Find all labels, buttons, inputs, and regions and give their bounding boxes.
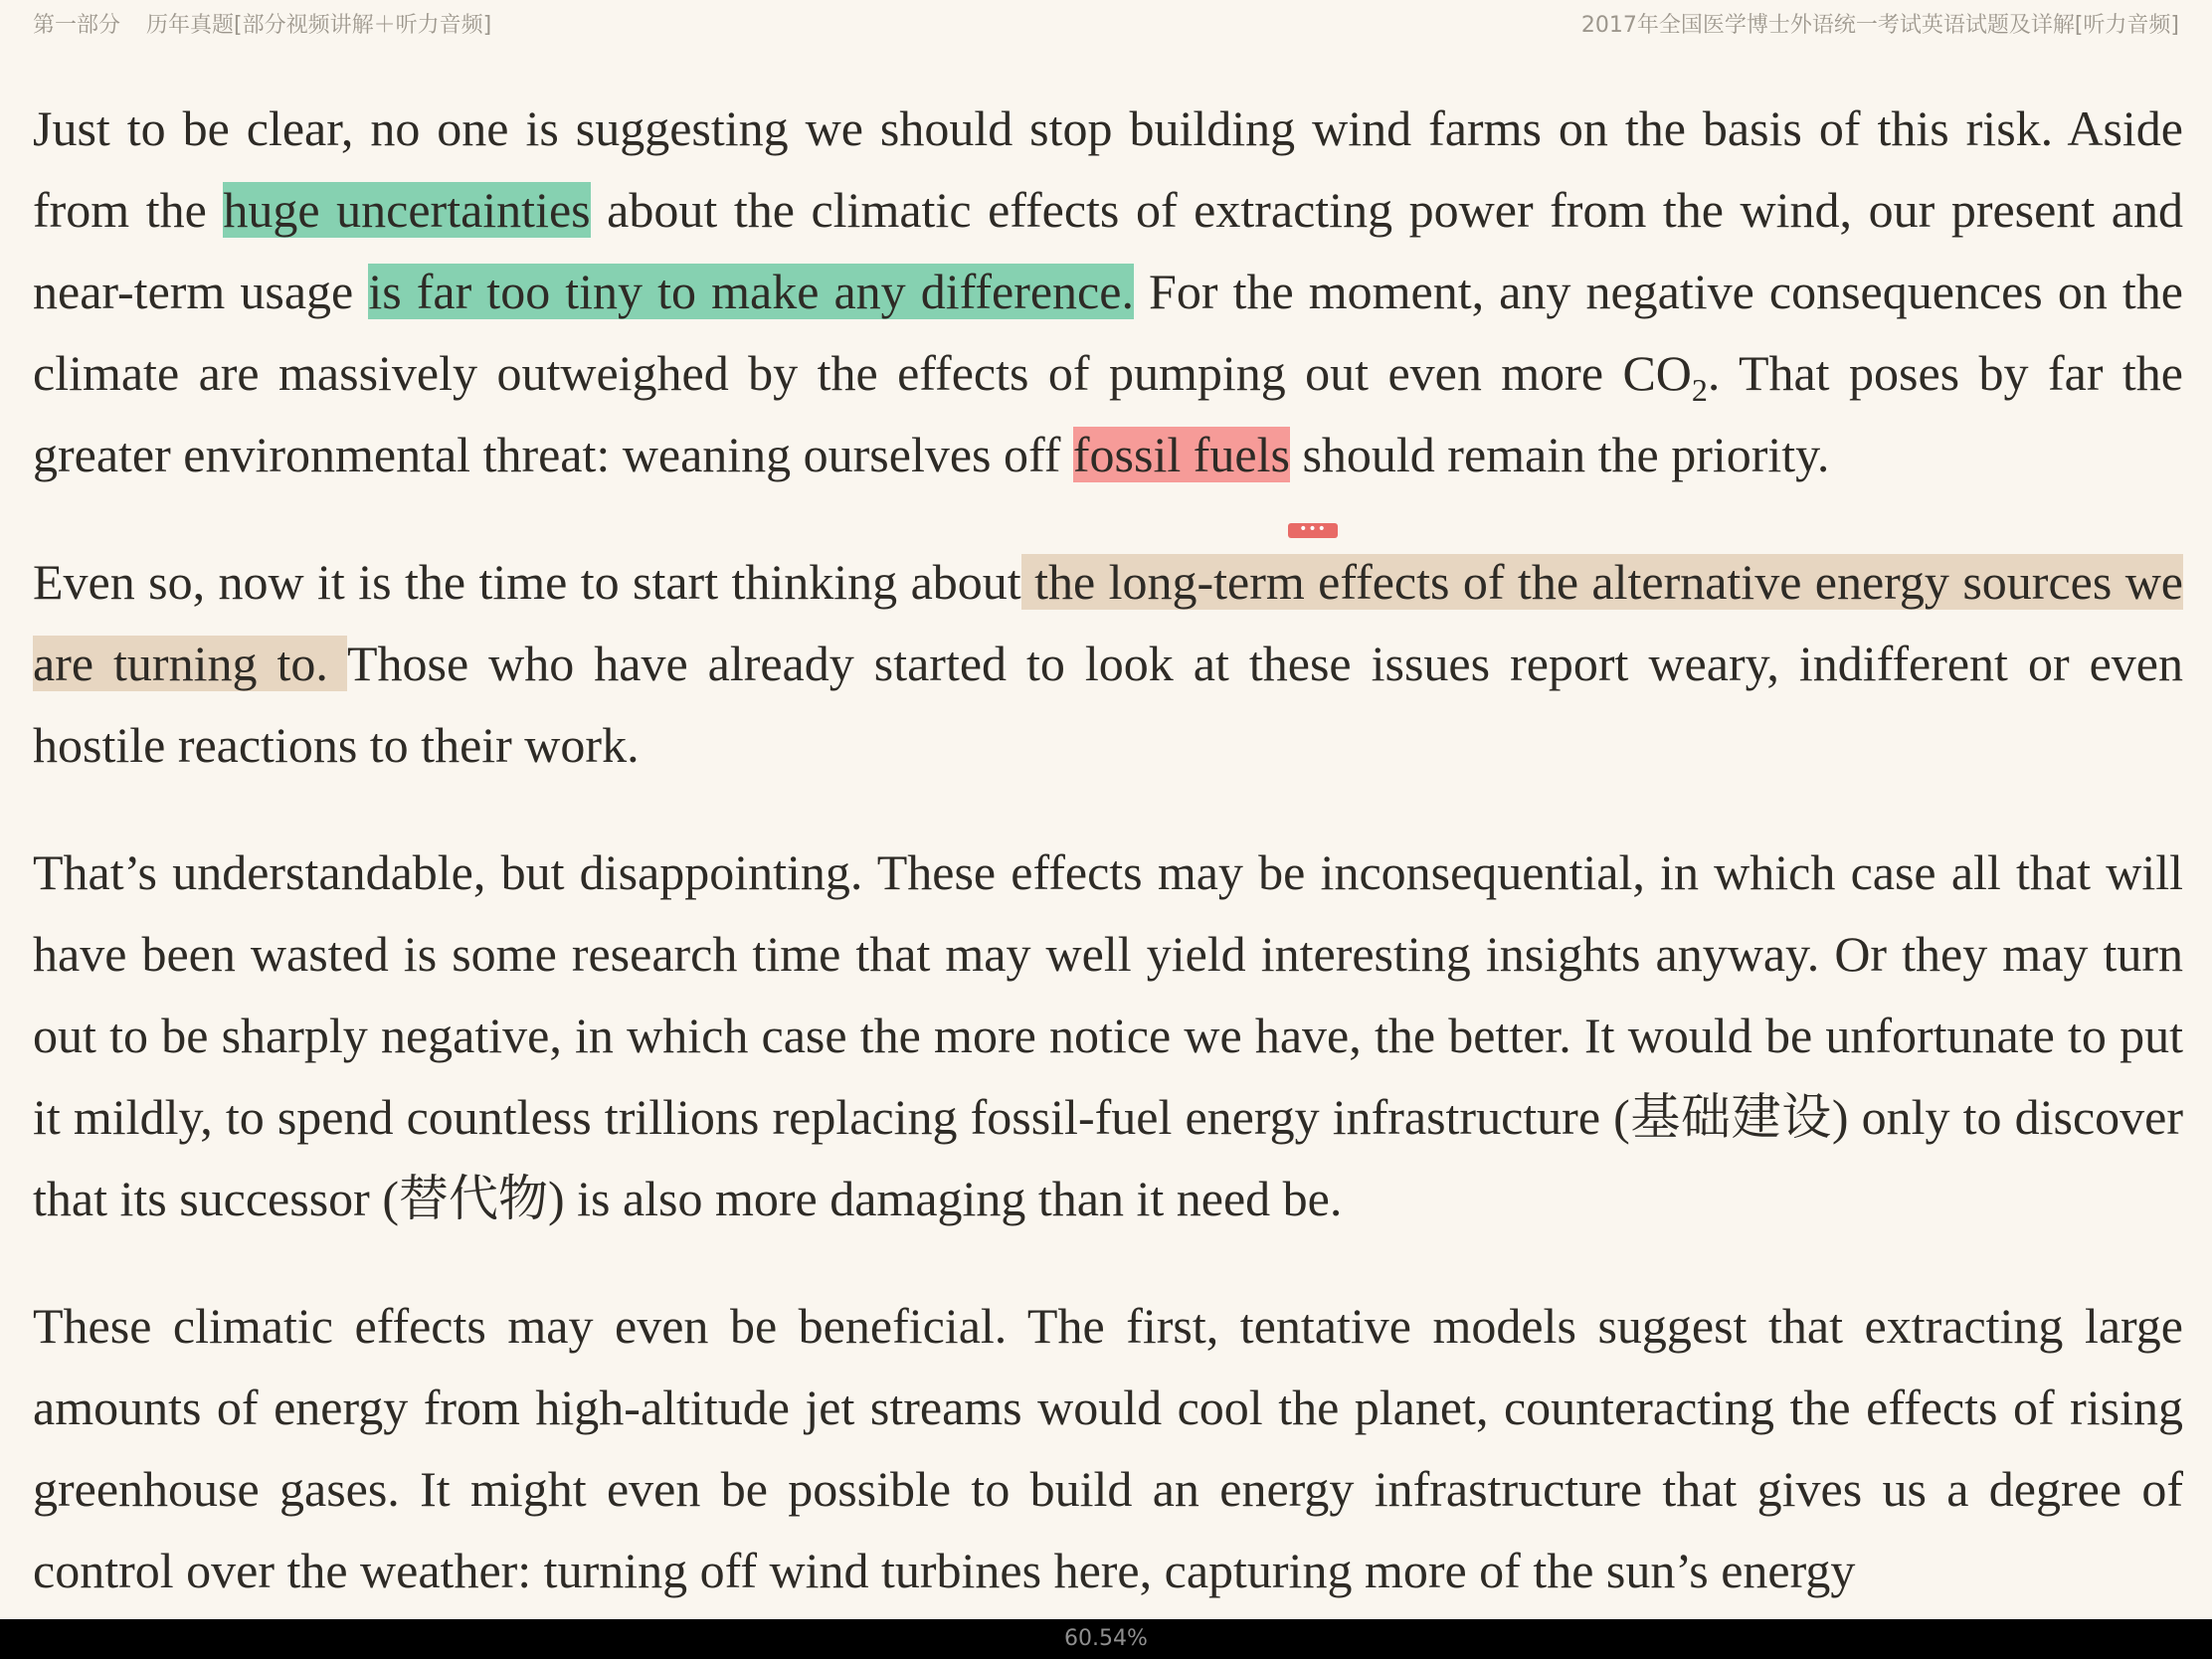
p2-text-1: Even so, now it is the time to start thinking about — [33, 554, 1021, 610]
reader-header — [0, 0, 2212, 44]
reading-progress: 60.54% — [1064, 1626, 1148, 1651]
paragraph-2[interactable] — [33, 541, 2183, 786]
p1-text-2: about the climatic effects of extracting power from the wind, our present and near-term usage — [33, 182, 2183, 319]
header-book-title: 2017年全国医学博士外语统一考试英语试题及详解[听力音频] — [1580, 13, 2179, 38]
paragraph-3[interactable]: That’s understandable, but disappointing. These effects may be inconsequential, in which case all that will have been wasted is some research time that may well yield interesting insights anyway. Or they may turn out to be sharply negative, in which case the more notice we have, the better. It would be unfortunate to put it mildly, to spend countless trillions replacing fossil-fuel energy infrastructure (基础建设) only to discover that its successor (替代物) is also more damaging than it need be. — [33, 844, 2183, 1226]
reading-progress-bar — [0, 1619, 2212, 1659]
header-chapter: 历年真题[部分视频讲解＋听力音频] — [146, 13, 492, 38]
header-breadcrumb — [33, 8, 491, 39]
p2-text-2: Those who have already started to look at these issues report weary, indifferent or even hostile reactions to their work. — [33, 636, 2183, 773]
p1-text-3: For the moment, any negative consequences on the climate are massively outweighed by the effects of pumping out even more CO — [33, 264, 2183, 401]
highlight-far-too-tiny[interactable]: is far too tiny to make any difference. — [368, 264, 1134, 319]
highlight-huge-uncertainties[interactable]: huge uncertainties — [223, 182, 591, 238]
header-section: 第一部分 — [33, 13, 121, 38]
p1-text-1: Just to be clear, no one is suggesting we should stop building wind farms on the basis of this risk. Aside from the — [33, 100, 2183, 238]
highlight-fossil-fuels[interactable]: fossil fuels — [1072, 427, 1290, 482]
highlight-long-term-effects[interactable]: the long-term effects of the alternative energy sources we are turning to. — [33, 554, 2183, 691]
p1-text-4: . That poses by far the greater environmental threat: weaning ourselves off — [33, 345, 2183, 482]
paragraph-4[interactable]: These climatic effects may even be beneficial. The first, tentative models suggest that extracting large amounts of energy from high-altitude jet streams would cool the planet, counteracting the effects of rising greenhouse gases. It might even be possible to build an energy infrastructure that gives us a degree of control over the weather: turning off wind turbines here, capturing more of the sun’s energy — [33, 1298, 2183, 1598]
co2-subscript: 2 — [1691, 372, 1708, 408]
note-marker-icon[interactable]: ••• — [1288, 523, 1338, 538]
reading-content[interactable] — [33, 88, 2183, 1657]
paragraph-1[interactable] — [33, 88, 2183, 537]
p1-text-5: should remain the priority. — [1289, 427, 1830, 482]
